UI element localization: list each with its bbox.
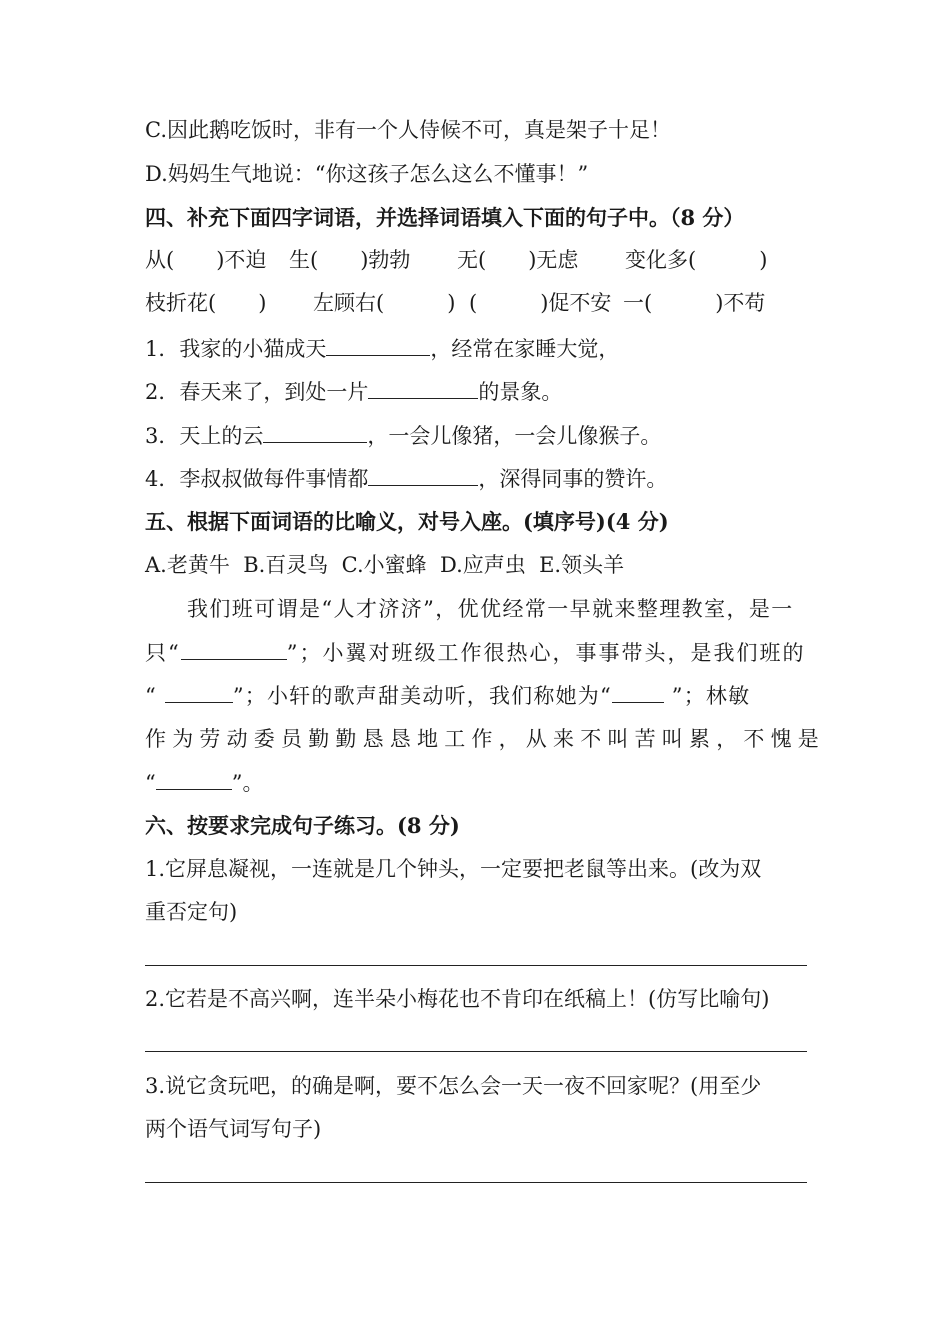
answer-line-2[interactable]	[145, 1051, 807, 1052]
idiom-blank: 生( )勃勃	[289, 248, 411, 272]
idiom-blank: 枝折花( )	[145, 291, 267, 315]
section4-heading: 四、补充下面四字词语，并选择词语填入下面的句子中。（8 分）	[145, 205, 745, 230]
answer-blank[interactable]	[368, 463, 478, 486]
question-3-line-2: 两个语气词写句子)	[145, 1117, 322, 1141]
answer-blank[interactable]	[156, 767, 232, 790]
idiom-blank: ( )促不安	[469, 291, 612, 315]
question-2: 2.它若是不高兴啊，连半朵小梅花也不肯印在纸稿上！(仿写比喻句)	[145, 987, 770, 1011]
passage-line-4: 作为劳动委员勤勤恳恳地工作，从来不叫苦叫累，不愧是	[145, 727, 825, 751]
option-c: C.因此鹅吃饭时，非有一个人侍候不可，真是架子十足！	[145, 118, 671, 142]
idiom-row-2	[145, 288, 765, 318]
answer-blank[interactable]	[326, 333, 430, 356]
fill-item-4: 4．李叔叔做每件事情都 ，深得同事的赞许。	[145, 463, 667, 494]
question-3-line-1: 3.说它贪玩吧，的确是啊，要不怎么会一天一夜不回家呢？(用至少	[145, 1074, 762, 1098]
idiom-row-1	[145, 245, 767, 275]
passage-line-1: 我们班可谓是“人才济济”，优优经常一早就来整理教室，是一	[187, 597, 794, 621]
question-1-line-2: 重否定句)	[145, 900, 238, 924]
answer-line-1[interactable]	[145, 965, 807, 966]
idiom-blank: 变化多( )	[625, 248, 768, 272]
idiom-blank: 左顾右( )	[313, 291, 456, 315]
idiom-blank: 无( )无虑	[457, 248, 579, 272]
section5-heading: 五、根据下面词语的比喻义，对号入座。(填序号)(4 分)	[145, 509, 669, 534]
passage-line-2: 只“ ”；小翼对班级工作很热心，事事带头，是我们班的	[145, 637, 805, 668]
idiom-blank: 一( )不苟	[623, 291, 766, 315]
answer-blank[interactable]	[181, 637, 287, 660]
option-d: D.妈妈生气地说：“你这孩子怎么这么不懂事！”	[145, 162, 589, 186]
fill-item-2: 2．春天来了，到处一片 的景象。	[145, 376, 562, 407]
passage-line-3: “ ”；小轩的歌声甜美动听，我们称她为“ ”；林敏	[145, 680, 750, 711]
answer-blank[interactable]	[368, 376, 478, 399]
answer-line-3[interactable]	[145, 1182, 807, 1183]
metaphor-options: A.老黄牛 B.百灵鸟 C.小蜜蜂 D.应声虫 E.领头羊	[145, 553, 625, 577]
answer-blank[interactable]	[263, 420, 367, 443]
fill-item-3: 3．天上的云 ，一会儿像猪，一会儿像猴子。	[145, 420, 661, 451]
answer-blank[interactable]	[612, 680, 664, 703]
fill-item-1: 1．我家的小猫成天 ，经常在家睡大觉，	[145, 333, 619, 364]
passage-line-5: “ ”。	[145, 767, 264, 798]
question-1-line-1: 1.它屏息凝视，一连就是几个钟头，一定要把老鼠等出来。(改为双	[145, 857, 762, 881]
idiom-blank: 从( )不迫	[145, 248, 267, 272]
answer-blank[interactable]	[165, 680, 233, 703]
section6-heading: 六、按要求完成句子练习。(8 分)	[145, 813, 460, 838]
